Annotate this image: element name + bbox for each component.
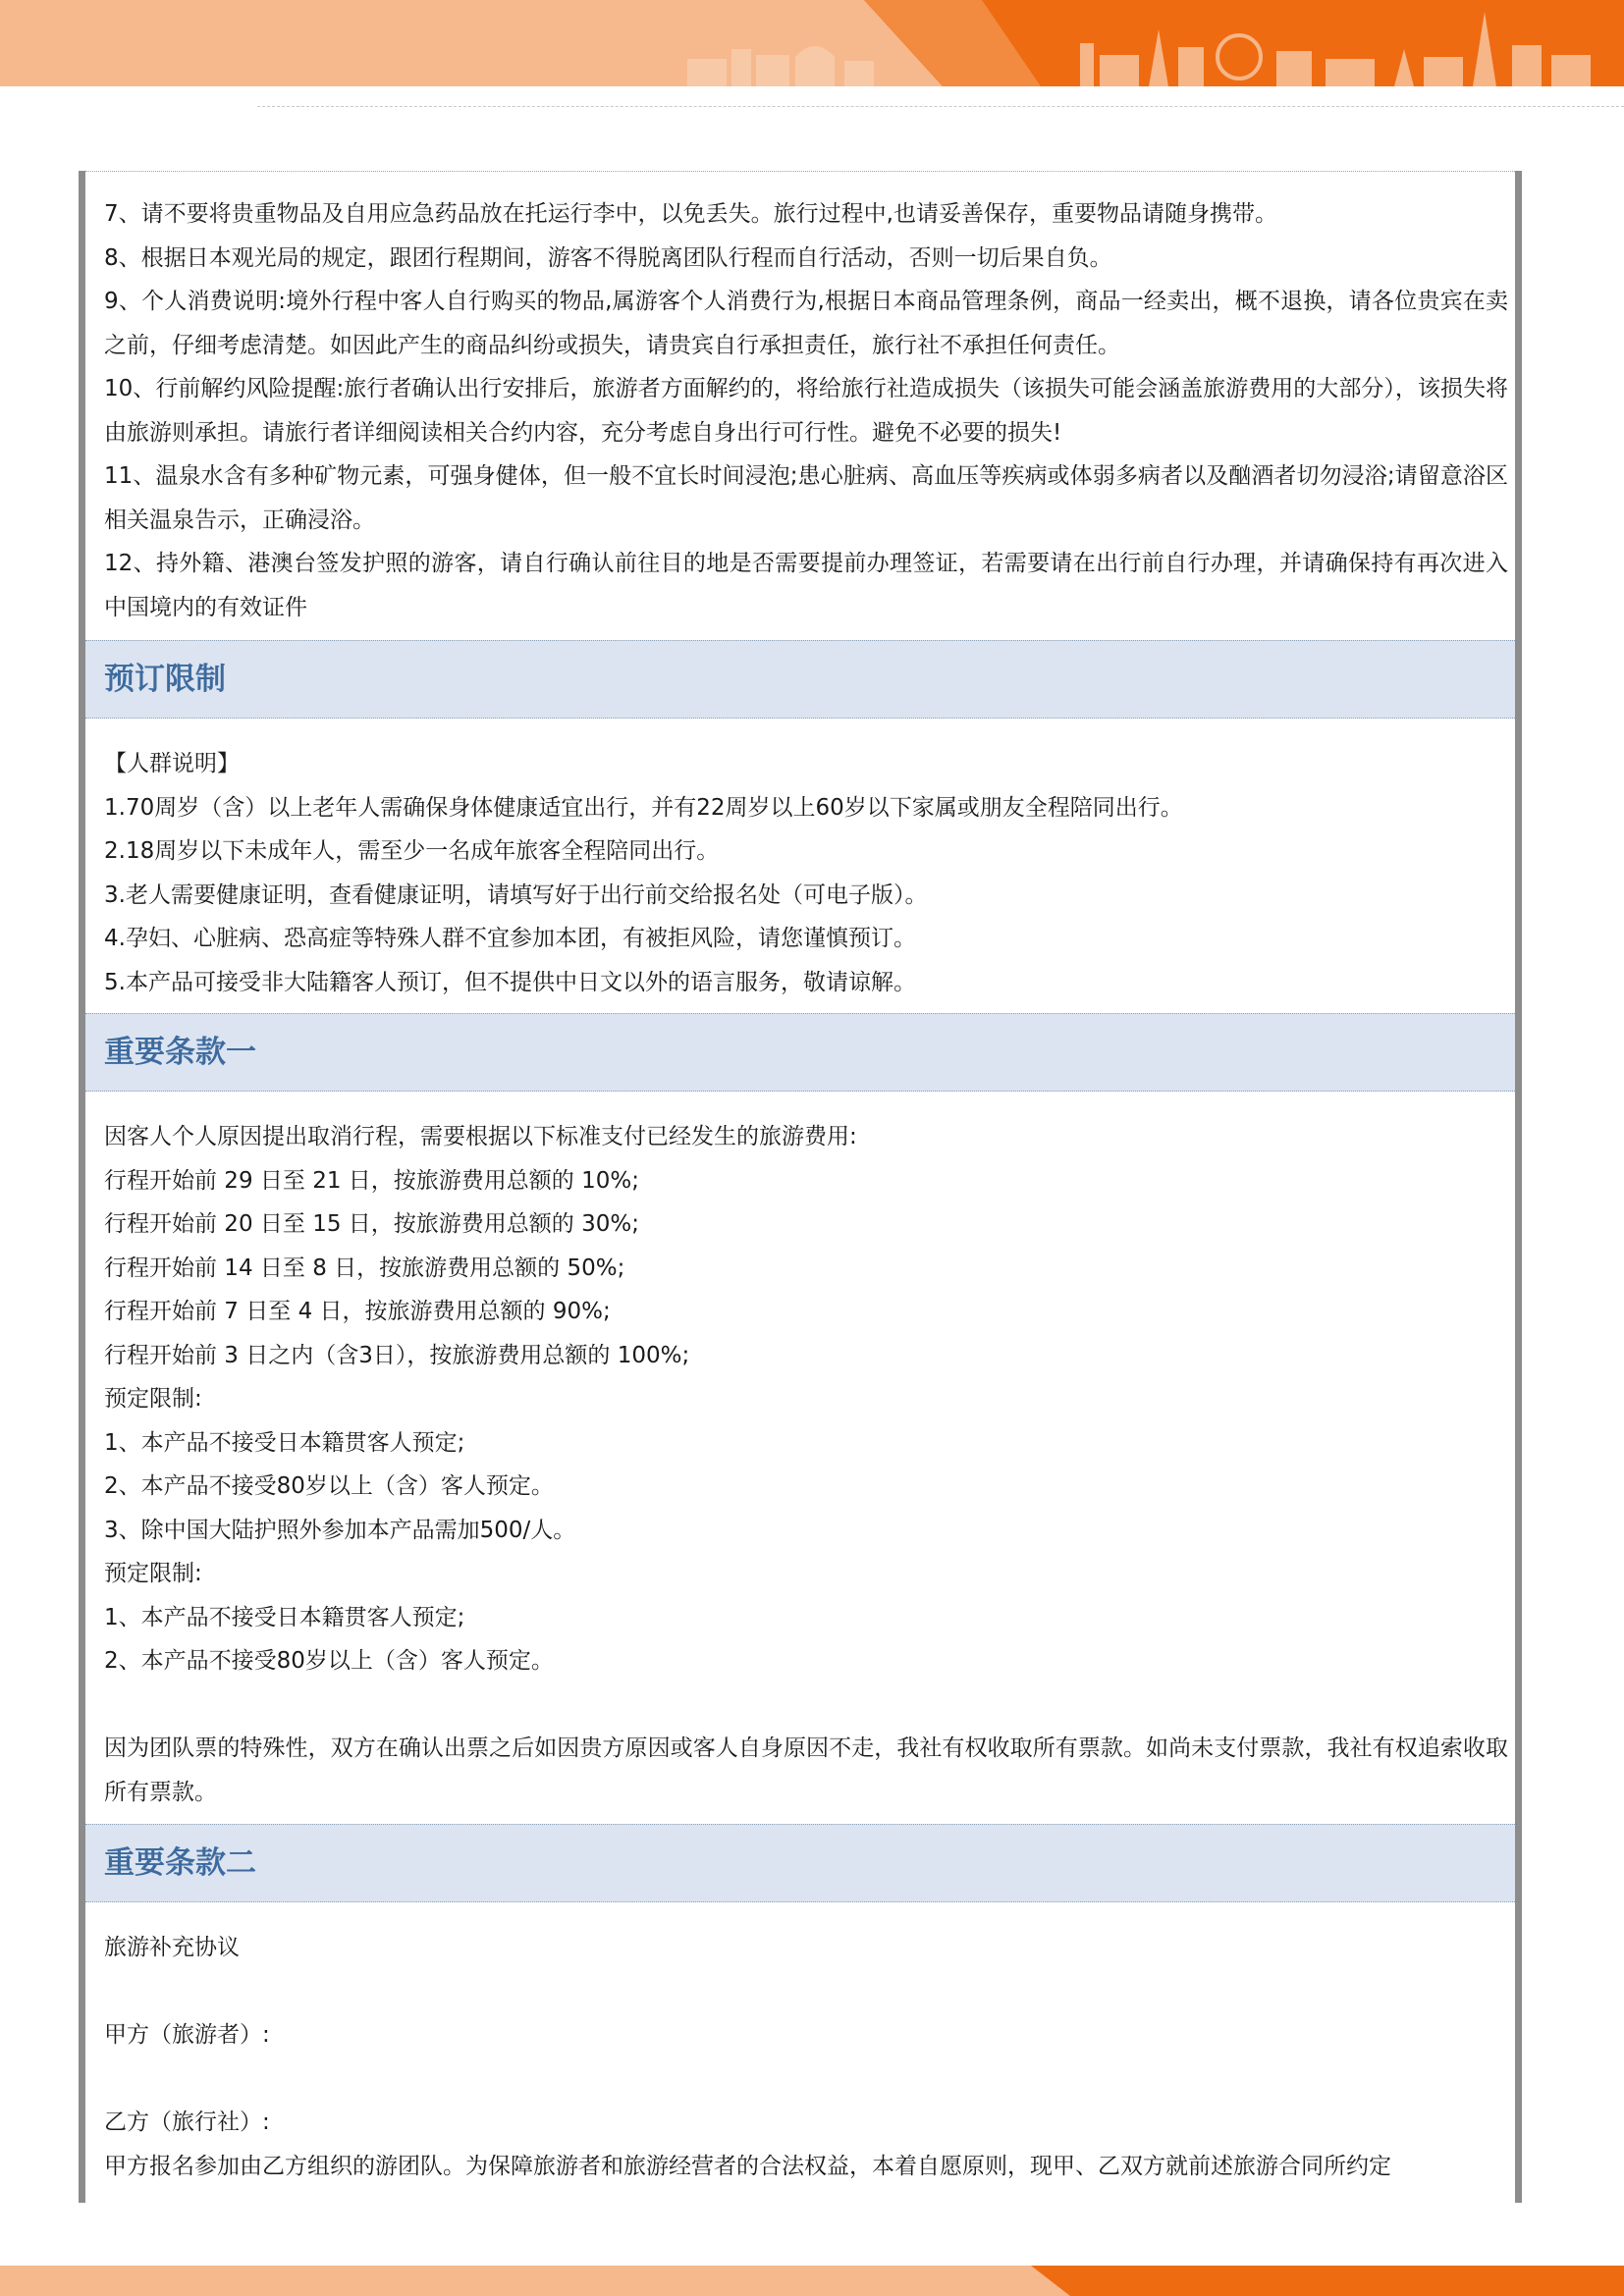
terms-line: 3、除中国大陆护照外参加本产品需加500/人。 [104,1518,576,1543]
note-item-7: 7、请不要将贵重物品及自用应急药品放在托运行李中，以免丢失。旅行过程中,也请妥善保存，重要物品请随身携带。 [104,201,1277,227]
note-item-9: 9、个人消费说明:境外行程中客人自行购买的物品,属游客个人消费行为,根据日本商品管理条例，商品一经卖出，概不退换，请各位贵宾在卖之前，仔细考虑清楚。如因此产生的商品纠纷或损失，请贵宾自行承担责任，旅行社不承担任何责任。 [104,289,1508,358]
terms-line: 行程开始前 3 日之内（含3日），按旅游费用总额的 100%; [104,1343,690,1368]
terms-line: 预定限制: [104,1561,202,1586]
note-item-8: 8、根据日本观光局的规定，跟团行程期间，游客不得脱离团队行程而自行活动，否则一切后果自负。 [104,245,1112,271]
party-b-label: 乙方（旅行社）: [104,2109,270,2135]
section-header-booking-limits [85,640,1515,719]
note-item-10: 10、行前解约风险提醒:旅行者确认出行安排后，旅游者方面解约的，将给旅行社造成损失（该损失可能会涵盖旅游费用的大部分），该损失将由旅游则承担。请旅行者详细阅读相关合约内容，充分考虑自身出行可行性。避免不必要的损失! [104,376,1508,446]
section-header-terms-two [85,1824,1515,1902]
party-a-label: 甲方（旅游者）: [104,2022,270,2048]
bottom-banner [0,2266,1624,2296]
terms-line: 行程开始前 29 日至 21 日，按旅游费用总额的 10%; [104,1168,639,1194]
terms-line: 行程开始前 7 日至 4 日，按旅游费用总额的 90%; [104,1299,611,1324]
booking-line: 3.老人需要健康证明，查看健康证明，请填写好于出行前交给报名处（可电子版）。 [104,882,928,908]
booking-line: 【人群说明】 [104,751,240,776]
terms-line: 行程开始前 20 日至 15 日，按旅游费用总额的 30%; [104,1211,639,1237]
content-frame [79,171,1522,2203]
booking-line: 5.本产品可接受非大陆籍客人预订，但不提供中日文以外的语言服务，敬请谅解。 [104,970,916,995]
booking-line: 4.孕妇、心脏病、恐高症等特殊人群不宜参加本团，有被拒风险，请您谨慎预订。 [104,926,916,951]
terms-closing: 因为团队票的特殊性，双方在确认出票之后如因贵方原因或客人自身原因不走，我社有权收取所有票款。如尚未支付票款，我社有权追索收取所有票款。 [104,1735,1508,1805]
terms-line: 预定限制: [104,1386,202,1412]
section-title: 预订限制 [104,662,226,697]
terms-line: 行程开始前 14 日至 8 日，按旅游费用总额的 50%; [104,1255,625,1281]
terms-line: 因客人个人原因提出取消行程，需要根据以下标准支付已经发生的旅游费用: [104,1124,857,1149]
section-title: 重要条款二 [104,1845,256,1881]
frame-top-divider [85,171,1515,172]
terms-line: 1、本产品不接受日本籍贯客人预定; [104,1605,465,1630]
booking-line: 1.70周岁（含）以上老年人需确保身体健康适宜出行，并有22周岁以上60岁以下家属或朋友全程陪同出行。 [104,795,1183,821]
note-item-11: 11、温泉水含有多种矿物元素，可强身健体，但一般不宜长时间浸泡;患心脏病、高血压等疾病或体弱多病者以及酗酒者切勿浸浴;请留意浴区相关温泉告示，正确浸浴。 [104,463,1508,533]
terms-line: 2、本产品不接受80岁以上（含）客人预定。 [104,1648,554,1674]
top-banner [0,0,1624,86]
terms-line: 1、本产品不接受日本籍贯客人预定; [104,1430,465,1456]
booking-line: 2.18周岁以下未成年人，需至少一名成年旅客全程陪同出行。 [104,838,720,864]
section-title: 重要条款一 [104,1035,256,1070]
agreement-body: 甲方报名参加由乙方组织的游团队。为保障旅游者和旅游经营者的合法权益，本着自愿原则，现甲、乙双方就前述旅游合同所约定 [104,2154,1391,2179]
section-header-terms-one [85,1013,1515,1092]
header-rule [257,106,1624,107]
terms-line: 2、本产品不接受80岁以上（含）客人预定。 [104,1473,554,1499]
note-item-12: 12、持外籍、港澳台签发护照的游客，请自行确认前往目的地是否需要提前办理签证，若需要请在出行前自行办理，并请确保持有再次进入中国境内的有效证件 [104,551,1508,620]
agreement-title: 旅游补充协议 [104,1935,240,1960]
